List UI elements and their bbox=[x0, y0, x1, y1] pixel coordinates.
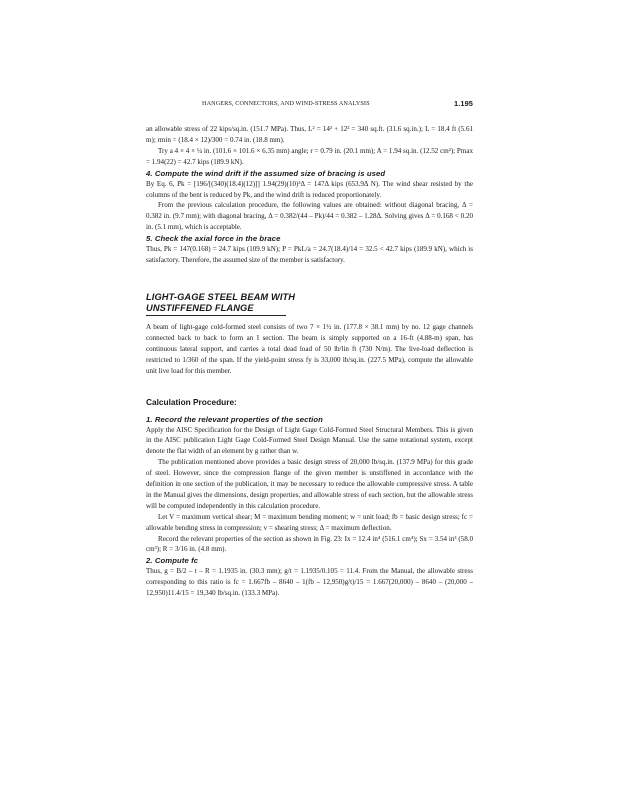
running-header-title: HANGERS, CONNECTORS, AND WIND-STRESS ANALYSIS bbox=[202, 100, 370, 107]
step-heading: 4. Compute the wind drift if the assumed size of bracing is used bbox=[146, 168, 386, 178]
section-title: UNSTIFFENED FLANGE bbox=[146, 302, 254, 313]
paragraph: Let V = maximum vertical shear; M = maximum bending moment; w = unit load; fb = basic design stress; fc = allowable bending stress in compression; v = shearing stress; Δ = maximum deflection. bbox=[146, 512, 473, 532]
paragraph: Apply the AISC Specification for the Design of Light Gage Cold-Formed Steel Structural Members. This is given in the AISC publication Light Gage Cold-Formed Steel Design Manual. Use the same notational system, except denote the flat width of an element by g rather than w. bbox=[146, 425, 473, 456]
section-title: LIGHT-GAGE STEEL BEAM WITH bbox=[146, 291, 296, 302]
step-heading: 1. Record the relevant properties of the section bbox=[146, 414, 323, 424]
text-column bbox=[146, 124, 473, 599]
page-number: 1.195 bbox=[454, 99, 473, 108]
paragraph: Try a 4 × 4 × ¼ in. (101.6 × 101.6 × 6.35 mm) angle; r = 0.79 in. (20.1 mm); A = 1.94 sq.in. (12.52 cm²); Pmax = 1.94(22) = 42.7 kips (189.9 kN). bbox=[146, 146, 473, 166]
step-heading: 5. Check the axial force in the brace bbox=[146, 234, 281, 244]
problem-statement: A beam of light-gage cold-formed steel consists of two 7 × 1½ in. (177.8 × 38.1 mm) by no. 12 gage channels connected back to back to form an I section. The beam is simply supported on a 16-ft (4.88-m) span, has continuous lateral support, and carries a total dead load of 50 lb/lin ft (730 N/m). The live-load deflection is restricted to 1/360 of the span. If the yield-point stress fy is 33,000 lb/sq.in. (227.5 MPa), compute the allowable unit live load for this member. bbox=[146, 322, 473, 375]
paragraph: Thus, Pk = 147(0.168) = 24.7 kips (109.9 kN); P = PkL/a = 24.7(18.4)/14 = 32.5 < 42.7 kips (189.9 kN), which is satisfactory. Therefore, the assumed size of the member is satisfactory. bbox=[146, 245, 473, 265]
paragraph: By Eq. 6, Pk = [196/[(340)(18.4)(12)]] 1.94(29)(10)³Δ = 147Δ kips (653.9Δ N). The wind shear resisted by the columns of the bent is reduced by Pk, and the wind drift is reduced proportionately. bbox=[146, 179, 473, 199]
step-heading: 2. Compute fc bbox=[146, 556, 199, 566]
paragraph: The publication mentioned above provides a basic design stress of 20,000 lb/sq.in. (137.9 MPa) for this grade of steel. However, since the compression flange of the given member is unstiffened in accordance with the definition in one section of the publication, it may be necessary to reduce the allowable compressive stress. A table in the Manual gives the dimensions, design properties, and allowable stress of each section, but the allowable stress will be computed independently in this calculation procedure. bbox=[146, 458, 473, 510]
calculation-procedure-heading: Calculation Procedure: bbox=[146, 396, 237, 407]
paragraph: an allowable stress of 22 kips/sq.in. (151.7 MPa). Thus, L² = 14² + 12² = 340 sq.ft. (31.6 sq.in.); L = 18.4 ft (5.61 m); rmin = (18.4 × 12)/300 = 0.74 in. (18.8 mm). bbox=[146, 125, 473, 144]
paragraph: Record the relevant properties of the section as shown in Fig. 23: Ix = 12.4 in⁴ (516.1 cm⁴); Sx = 3.54 in³ (58.0 cm³); R = 3/16 in. (4.8 mm). bbox=[146, 534, 473, 554]
paragraph: Thus, g = B/2 – t – R = 1.1935 in. (30.3 mm); g/t = 1.1935/0.105 = 11.4. From the Manual, the allowable stress corresponding to this ratio is fc = 1.667fb – 8640 – 1(fb – 12,950)g/t)/15 = 1.667(20,000) – 8640 – (20,000 – 12,950)11.4/15 = 19,340 lb/sq.in. (133.3 MPa). bbox=[146, 567, 473, 598]
paragraph: From the previous calculation procedure, the following values are obtained: without diagonal bracing, Δ = 0.382 in. (9.7 mm); with diagonal bracing, Δ = 0.382/(44 – Pk)/44 = 0.382 – 1.28Δ. Solving gives Δ = 0.168 < 0.20 in. (5.1 mm), which is acceptable. bbox=[146, 201, 473, 232]
